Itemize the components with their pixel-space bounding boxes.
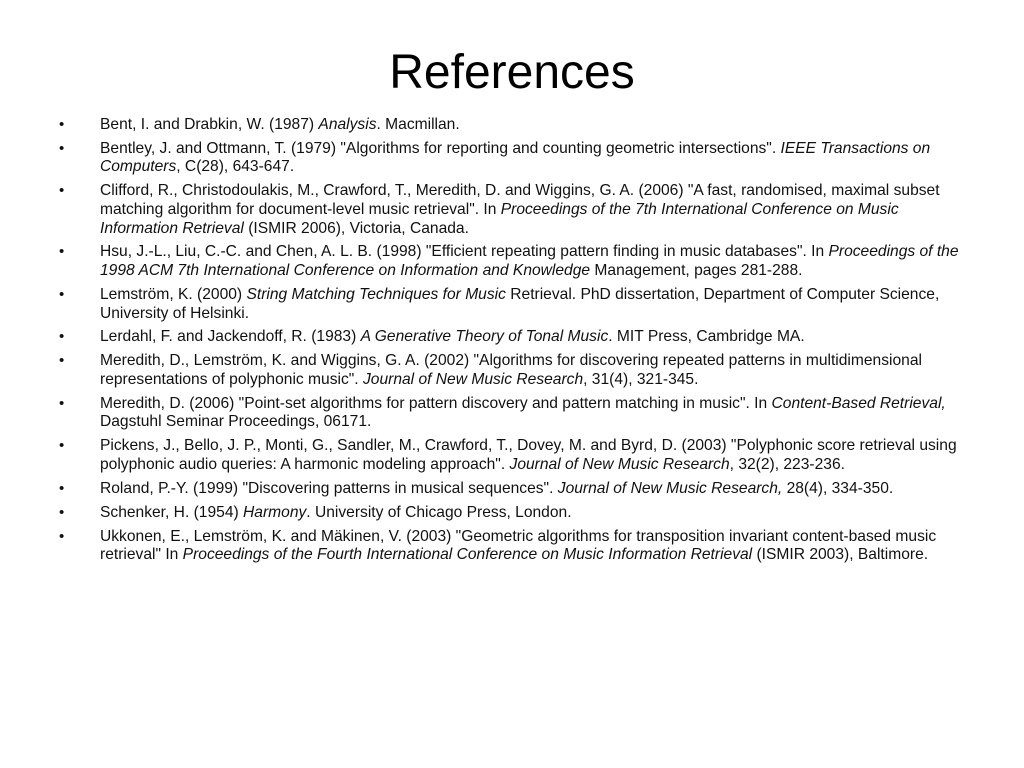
reference-segment: Pickens, J., Bello, J. P., Monti, G., Sandler, M., Crawford, T., Dovey, M. and Byrd, D. (2003) "Polyphonic score retrieval using polyphonic audio queries: A harmonic modeling approach".: [100, 437, 957, 473]
reference-segment: Dagstuhl Seminar Proceedings, 06171.: [100, 413, 372, 431]
reference-segment: Meredith, D., Lemström, K. and Wiggins, G. A. (2002) "Algorithms for discovering repeated patterns in multidimensional representations of polyphonic music".: [100, 352, 922, 388]
reference-text: [100, 480, 893, 497]
reference-text: [100, 395, 946, 431]
reference-segment: Bentley, J. and Ottmann, T. (1979) "Algorithms for reporting and counting geometric intersections".: [100, 139, 781, 157]
list-item: [56, 116, 972, 135]
bullet-icon: •: [59, 285, 65, 303]
list-item: [56, 182, 972, 238]
reference-segment: Lerdahl, F. and Jackendoff, R. (1983): [100, 328, 361, 346]
reference-segment: Roland, P.-Y. (1999) "Discovering patterns in musical sequences".: [100, 479, 558, 497]
reference-title-segment: Analysis: [318, 116, 377, 133]
reference-segment: Lemström, K. (2000): [100, 285, 247, 303]
reference-segment: Clifford, R., Christodoulakis, M., Crawford, T., Meredith, D. and Wiggins, G. A. (2006) "A fast, randomised, maximal subset matching algorithm for document-level music retrieval". In: [100, 182, 940, 218]
reference-segment: . MIT Press, Cambridge MA.: [608, 328, 805, 346]
reference-segment: (ISMIR 2003), Baltimore.: [752, 546, 929, 564]
bullet-icon: •: [59, 394, 65, 412]
reference-text: [100, 328, 805, 345]
reference-segment: Hsu, J.-L., Liu, C.-C. and Chen, A. L. B. (1998) "Efficient repeating pattern finding in music databases". In: [100, 243, 829, 261]
reference-text: [100, 140, 930, 176]
reference-title-segment: Harmony: [243, 503, 307, 521]
bullet-icon: •: [59, 503, 65, 521]
reference-text: [100, 116, 460, 133]
reference-text: [100, 504, 572, 521]
slide-title: References: [389, 46, 635, 99]
reference-segment: Schenker, H. (1954): [100, 503, 244, 521]
list-item: [56, 140, 972, 177]
reference-segment: (ISMIR 2006), Victoria, Canada.: [243, 219, 469, 237]
list-item: [56, 286, 972, 323]
list-item: [56, 480, 972, 499]
reference-title-segment: Content-Based Retrieval,: [771, 394, 946, 412]
reference-text: [100, 437, 957, 473]
reference-title-segment: Journal of New Music Research: [509, 455, 730, 473]
reference-segment: , 31(4), 321-345.: [583, 370, 699, 388]
bullet-icon: •: [59, 243, 65, 261]
reference-segment: Management, pages 281-288.: [590, 262, 803, 280]
reference-segment: . University of Chicago Press, London.: [306, 503, 572, 521]
list-item: [56, 395, 972, 432]
bullet-icon: •: [59, 527, 65, 545]
reference-text: [100, 528, 936, 564]
bullet-icon: •: [59, 328, 65, 346]
list-item: [56, 437, 972, 474]
reference-segment: Bent, I. and Drabkin, W. (1987): [100, 116, 319, 133]
reference-title-segment: A Generative Theory of Tonal Music: [360, 328, 609, 346]
reference-title-segment: Proceedings of the Fourth International Conference on Music Information Retrieval: [182, 546, 753, 564]
reference-segment: . Macmillan.: [376, 116, 460, 133]
bullet-icon: •: [59, 182, 65, 200]
list-item: [56, 504, 972, 523]
reference-title-segment: String Matching Techniques for Music: [246, 285, 506, 303]
list-item: [56, 352, 972, 389]
list-item: [56, 328, 972, 347]
reference-text: [100, 182, 940, 236]
reference-segment: Meredith, D. (2006) "Point-set algorithms for pattern discovery and pattern matching in music". In: [100, 394, 772, 412]
bullet-icon: •: [59, 479, 65, 497]
reference-segment: Ukkonen, E., Lemström, K. and Mäkinen, V. (2003) "Geometric algorithms for transposition invariant content-based music retrieval" In: [100, 527, 937, 564]
reference-list: [56, 116, 972, 570]
reference-title-segment: IEEE Transactions on Computers: [100, 139, 931, 176]
bullet-icon: •: [59, 116, 65, 133]
list-item: [56, 528, 972, 565]
reference-text: [100, 243, 959, 279]
bullet-icon: •: [59, 139, 65, 157]
bullet-icon: •: [59, 437, 65, 455]
reference-segment: 28(4), 334-350.: [782, 479, 894, 497]
reference-text: [100, 352, 922, 388]
reference-title-segment: Proceedings of the 1998 ACM 7th International Conference on Information and Knowledge: [100, 243, 959, 280]
reference-title-segment: Journal of New Music Research,: [557, 479, 783, 497]
reference-segment: Retrieval. PhD dissertation, Department of Computer Science, University of Helsinki.: [100, 285, 940, 322]
list-item: [56, 243, 972, 280]
reference-segment: , 32(2), 223-236.: [729, 455, 845, 473]
reference-title-segment: Proceedings of the 7th International Conference on Music Information Retrieval: [100, 200, 899, 237]
reference-text: [100, 286, 939, 322]
reference-segment: , C(28), 643-647.: [176, 158, 295, 176]
reference-title-segment: Journal of New Music Research: [362, 370, 584, 388]
bullet-icon: •: [59, 352, 65, 370]
